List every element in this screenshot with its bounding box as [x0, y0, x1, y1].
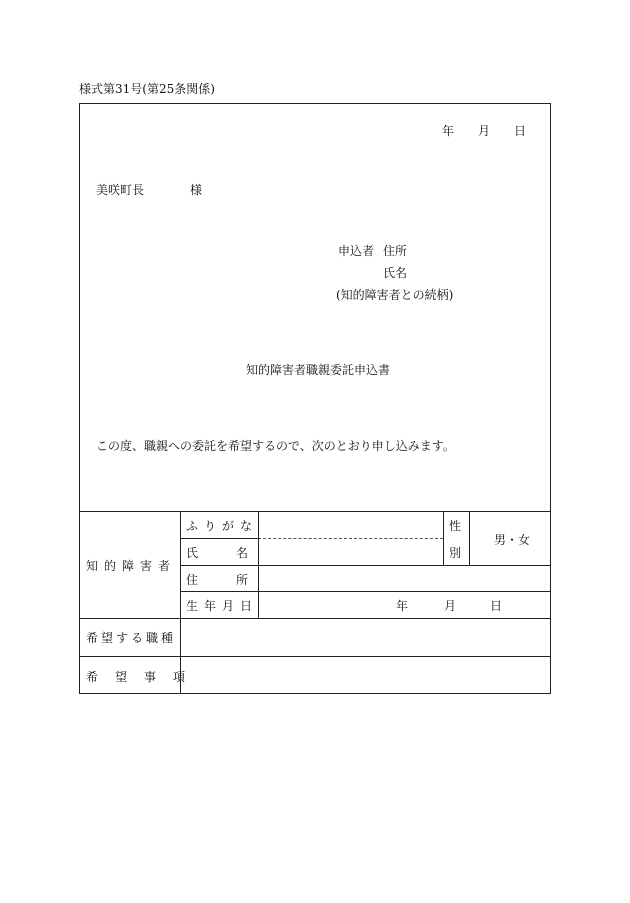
person-address-input[interactable] — [260, 567, 548, 589]
applicant-address-label: 住所 — [383, 244, 408, 258]
date-year-label: 年 — [442, 124, 455, 138]
desired-job-label: 希望する職種 — [86, 631, 177, 645]
person-name-input[interactable] — [260, 540, 440, 562]
date-month-label: 月 — [478, 124, 491, 138]
applicant-name-label: 氏名 — [383, 266, 408, 280]
desired-items-label: 希望事項 — [86, 670, 203, 684]
furigana-input[interactable] — [260, 513, 440, 535]
sex-options[interactable]: 男・女 — [494, 533, 531, 547]
person-address-label: 住所 — [186, 573, 287, 587]
sex-label-bottom: 別 — [449, 546, 462, 560]
body-text: この度、職親への委託を希望するので、次のとおり申し込みます。 — [96, 439, 455, 453]
applicant-relation-label: (知的障害者との続柄) — [336, 288, 454, 302]
group-label-disabled-person: 知的障害者 — [86, 559, 177, 573]
form-number: 様式第31号(第25条関係) — [79, 82, 215, 96]
person-name-label: 氏名 — [186, 546, 287, 560]
addressee-name: 美咲町長 — [96, 183, 145, 197]
birth-month-label: 月 — [444, 599, 457, 613]
date-day-label: 日 — [514, 124, 527, 138]
birth-year-label: 年 — [396, 599, 409, 613]
birth-date-label: 生年月日 — [186, 599, 259, 613]
furigana-label: ふりがな — [186, 519, 259, 533]
birth-day-label: 日 — [490, 599, 503, 613]
applicant-label: 申込者 — [338, 244, 375, 258]
document-title: 知的障害者職親委託申込書 — [246, 363, 391, 377]
desired-items-input[interactable] — [182, 658, 548, 692]
sex-label-top: 性 — [449, 519, 462, 533]
addressee-honorific: 様 — [190, 183, 203, 197]
desired-job-input[interactable] — [182, 620, 548, 654]
application-form — [79, 103, 551, 694]
